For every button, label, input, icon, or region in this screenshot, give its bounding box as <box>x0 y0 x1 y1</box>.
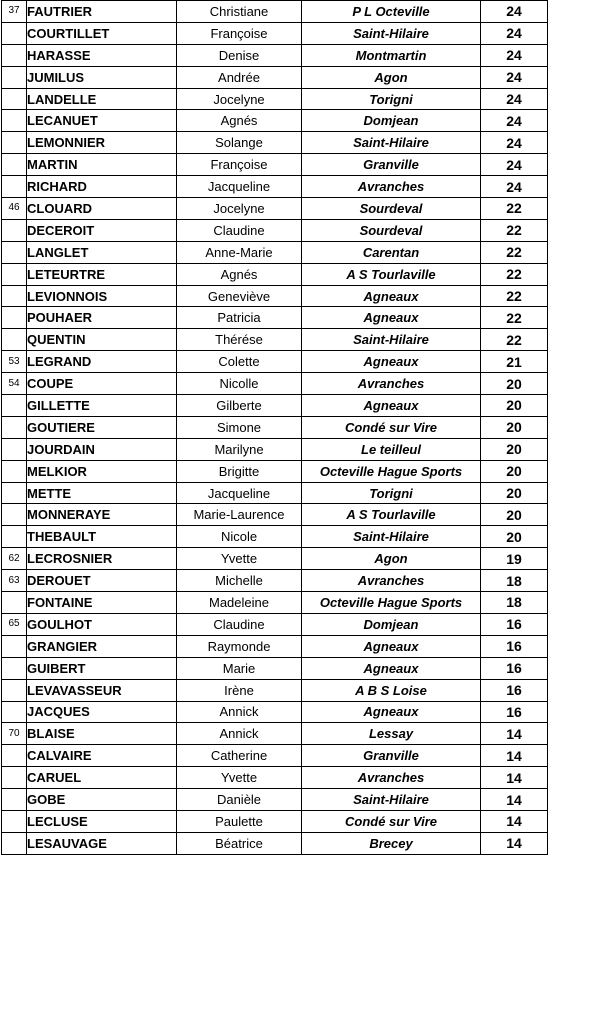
table-row <box>2 526 548 548</box>
last-name-cell: CARUEL <box>27 767 177 789</box>
points-cell: 24 <box>481 176 548 198</box>
rank-cell <box>2 307 27 329</box>
club-cell: Domjean <box>302 613 481 635</box>
table-row <box>2 219 548 241</box>
last-name-cell: THEBAULT <box>27 526 177 548</box>
first-name-cell: Claudine <box>177 613 302 635</box>
last-name-cell: HARASSE <box>27 44 177 66</box>
first-name-cell: Jacqueline <box>177 176 302 198</box>
first-name-cell: Catherine <box>177 745 302 767</box>
points-cell: 14 <box>481 745 548 767</box>
first-name-cell: Yvette <box>177 767 302 789</box>
club-cell: Agneaux <box>302 701 481 723</box>
table-row <box>2 44 548 66</box>
table-row <box>2 154 548 176</box>
club-cell: Torigni <box>302 482 481 504</box>
points-cell: 16 <box>481 657 548 679</box>
first-name-cell: Paulette <box>177 810 302 832</box>
rank-cell <box>2 132 27 154</box>
last-name-cell: GOULHOT <box>27 613 177 635</box>
points-cell: 24 <box>481 132 548 154</box>
first-name-cell: Andrée <box>177 66 302 88</box>
club-cell: Granville <box>302 745 481 767</box>
points-cell: 22 <box>481 329 548 351</box>
last-name-cell: LECANUET <box>27 110 177 132</box>
table-row <box>2 198 548 220</box>
points-cell: 16 <box>481 635 548 657</box>
table-row <box>2 351 548 373</box>
points-cell: 20 <box>481 526 548 548</box>
last-name-cell: LEGRAND <box>27 351 177 373</box>
last-name-cell: GOUTIERE <box>27 416 177 438</box>
first-name-cell: Thérése <box>177 329 302 351</box>
table-row <box>2 701 548 723</box>
last-name-cell: FAUTRIER <box>27 1 177 23</box>
last-name-cell: MARTIN <box>27 154 177 176</box>
rank-cell <box>2 263 27 285</box>
club-cell: Granville <box>302 154 481 176</box>
club-cell: Agneaux <box>302 657 481 679</box>
table-row <box>2 810 548 832</box>
first-name-cell: Patricia <box>177 307 302 329</box>
club-cell: Avranches <box>302 373 481 395</box>
rank-cell <box>2 176 27 198</box>
points-cell: 24 <box>481 22 548 44</box>
rank-cell <box>2 154 27 176</box>
club-cell: Agon <box>302 548 481 570</box>
last-name-cell: LECROSNIER <box>27 548 177 570</box>
last-name-cell: RICHARD <box>27 176 177 198</box>
rank-cell: 53 <box>2 351 27 373</box>
table-row <box>2 460 548 482</box>
table-row <box>2 66 548 88</box>
first-name-cell: Agnés <box>177 263 302 285</box>
rank-cell <box>2 657 27 679</box>
first-name-cell: Denise <box>177 44 302 66</box>
club-cell: P L Octeville <box>302 1 481 23</box>
rank-cell <box>2 88 27 110</box>
points-cell: 21 <box>481 351 548 373</box>
rank-cell <box>2 679 27 701</box>
club-cell: Agneaux <box>302 351 481 373</box>
club-cell: Montmartin <box>302 44 481 66</box>
points-cell: 16 <box>481 613 548 635</box>
table-row <box>2 176 548 198</box>
table-row <box>2 373 548 395</box>
club-cell: Condé sur Vire <box>302 810 481 832</box>
points-cell: 24 <box>481 110 548 132</box>
points-cell: 20 <box>481 416 548 438</box>
table-row <box>2 263 548 285</box>
points-cell: 20 <box>481 395 548 417</box>
rank-cell <box>2 745 27 767</box>
rank-cell <box>2 810 27 832</box>
club-cell: Le teilleul <box>302 438 481 460</box>
first-name-cell: Agnés <box>177 110 302 132</box>
club-cell: Saint-Hilaire <box>302 22 481 44</box>
rank-cell: 70 <box>2 723 27 745</box>
last-name-cell: QUENTIN <box>27 329 177 351</box>
points-cell: 20 <box>481 460 548 482</box>
first-name-cell: Marie <box>177 657 302 679</box>
rank-cell <box>2 460 27 482</box>
points-cell: 18 <box>481 592 548 614</box>
last-name-cell: LEMONNIER <box>27 132 177 154</box>
table-row <box>2 592 548 614</box>
rank-cell <box>2 526 27 548</box>
first-name-cell: Nicole <box>177 526 302 548</box>
table-row <box>2 657 548 679</box>
table-row <box>2 285 548 307</box>
rank-cell <box>2 285 27 307</box>
points-cell: 16 <box>481 679 548 701</box>
table-row <box>2 789 548 811</box>
club-cell: Saint-Hilaire <box>302 526 481 548</box>
rank-cell <box>2 416 27 438</box>
rank-cell <box>2 438 27 460</box>
first-name-cell: Béatrice <box>177 832 302 854</box>
table-row <box>2 635 548 657</box>
first-name-cell: Geneviève <box>177 285 302 307</box>
rank-cell: 46 <box>2 198 27 220</box>
points-cell: 24 <box>481 66 548 88</box>
last-name-cell: METTE <box>27 482 177 504</box>
table-row <box>2 329 548 351</box>
table-row <box>2 745 548 767</box>
club-cell: Agneaux <box>302 635 481 657</box>
table-row <box>2 307 548 329</box>
points-cell: 20 <box>481 482 548 504</box>
club-cell: Sourdeval <box>302 198 481 220</box>
last-name-cell: LEVAVASSEUR <box>27 679 177 701</box>
table-row <box>2 832 548 854</box>
table-row <box>2 132 548 154</box>
first-name-cell: Danièle <box>177 789 302 811</box>
last-name-cell: LETEURTRE <box>27 263 177 285</box>
first-name-cell: Michelle <box>177 570 302 592</box>
points-cell: 18 <box>481 570 548 592</box>
first-name-cell: Nicolle <box>177 373 302 395</box>
points-cell: 22 <box>481 307 548 329</box>
table-row <box>2 570 548 592</box>
last-name-cell: POUHAER <box>27 307 177 329</box>
last-name-cell: LANDELLE <box>27 88 177 110</box>
first-name-cell: Marie-Laurence <box>177 504 302 526</box>
first-name-cell: Irène <box>177 679 302 701</box>
table-row <box>2 241 548 263</box>
table-row <box>2 110 548 132</box>
club-cell: Carentan <box>302 241 481 263</box>
table-row <box>2 613 548 635</box>
points-cell: 24 <box>481 1 548 23</box>
points-cell: 14 <box>481 832 548 854</box>
rank-cell: 62 <box>2 548 27 570</box>
points-cell: 16 <box>481 701 548 723</box>
rank-cell <box>2 767 27 789</box>
rank-cell <box>2 789 27 811</box>
last-name-cell: MELKIOR <box>27 460 177 482</box>
last-name-cell: COUPE <box>27 373 177 395</box>
last-name-cell: MONNERAYE <box>27 504 177 526</box>
last-name-cell: LECLUSE <box>27 810 177 832</box>
table-row <box>2 395 548 417</box>
rank-cell <box>2 592 27 614</box>
points-cell: 14 <box>481 767 548 789</box>
last-name-cell: JACQUES <box>27 701 177 723</box>
rank-cell <box>2 395 27 417</box>
last-name-cell: JOURDAIN <box>27 438 177 460</box>
club-cell: Agneaux <box>302 285 481 307</box>
club-cell: Saint-Hilaire <box>302 789 481 811</box>
table-row <box>2 504 548 526</box>
first-name-cell: Annick <box>177 701 302 723</box>
last-name-cell: LEVIONNOIS <box>27 285 177 307</box>
points-cell: 24 <box>481 88 548 110</box>
points-cell: 22 <box>481 263 548 285</box>
club-cell: A S Tourlaville <box>302 263 481 285</box>
last-name-cell: GUIBERT <box>27 657 177 679</box>
last-name-cell: LESAUVAGE <box>27 832 177 854</box>
first-name-cell: Claudine <box>177 219 302 241</box>
first-name-cell: Anne-Marie <box>177 241 302 263</box>
first-name-cell: Brigitte <box>177 460 302 482</box>
last-name-cell: GRANGIER <box>27 635 177 657</box>
rank-cell <box>2 110 27 132</box>
points-cell: 24 <box>481 44 548 66</box>
rank-cell <box>2 219 27 241</box>
first-name-cell: Jocelyne <box>177 198 302 220</box>
points-cell: 22 <box>481 198 548 220</box>
last-name-cell: DECEROIT <box>27 219 177 241</box>
first-name-cell: Raymonde <box>177 635 302 657</box>
first-name-cell: Simone <box>177 416 302 438</box>
table-row <box>2 679 548 701</box>
club-cell: Octeville Hague Sports <box>302 592 481 614</box>
points-cell: 14 <box>481 810 548 832</box>
club-cell: Torigni <box>302 88 481 110</box>
last-name-cell: COURTILLET <box>27 22 177 44</box>
rank-cell <box>2 241 27 263</box>
rank-cell: 65 <box>2 613 27 635</box>
last-name-cell: BLAISE <box>27 723 177 745</box>
club-cell: Avranches <box>302 767 481 789</box>
club-cell: Saint-Hilaire <box>302 132 481 154</box>
club-cell: Agneaux <box>302 395 481 417</box>
club-cell: A S Tourlaville <box>302 504 481 526</box>
points-cell: 22 <box>481 285 548 307</box>
points-cell: 20 <box>481 438 548 460</box>
table-row <box>2 88 548 110</box>
table-row <box>2 416 548 438</box>
club-cell: Avranches <box>302 176 481 198</box>
last-name-cell: LANGLET <box>27 241 177 263</box>
last-name-cell: GILLETTE <box>27 395 177 417</box>
last-name-cell: CLOUARD <box>27 198 177 220</box>
results-table <box>1 0 548 855</box>
last-name-cell: GOBE <box>27 789 177 811</box>
club-cell: Saint-Hilaire <box>302 329 481 351</box>
last-name-cell: JUMILUS <box>27 66 177 88</box>
points-cell: 14 <box>481 789 548 811</box>
first-name-cell: Madeleine <box>177 592 302 614</box>
club-cell: A B S Loise <box>302 679 481 701</box>
points-cell: 14 <box>481 723 548 745</box>
points-cell: 22 <box>481 241 548 263</box>
club-cell: Sourdeval <box>302 219 481 241</box>
club-cell: Avranches <box>302 570 481 592</box>
club-cell: Agon <box>302 66 481 88</box>
table-row <box>2 767 548 789</box>
table-row <box>2 482 548 504</box>
club-cell: Lessay <box>302 723 481 745</box>
club-cell: Agneaux <box>302 307 481 329</box>
first-name-cell: Gilberte <box>177 395 302 417</box>
first-name-cell: Jacqueline <box>177 482 302 504</box>
results-table-body <box>2 1 548 855</box>
first-name-cell: Christiane <box>177 1 302 23</box>
rank-cell <box>2 44 27 66</box>
rank-cell: 63 <box>2 570 27 592</box>
rank-cell <box>2 701 27 723</box>
first-name-cell: Colette <box>177 351 302 373</box>
rank-cell <box>2 329 27 351</box>
rank-cell <box>2 22 27 44</box>
points-cell: 20 <box>481 504 548 526</box>
table-row <box>2 22 548 44</box>
club-cell: Brecey <box>302 832 481 854</box>
rank-cell <box>2 504 27 526</box>
rank-cell <box>2 66 27 88</box>
club-cell: Condé sur Vire <box>302 416 481 438</box>
last-name-cell: FONTAINE <box>27 592 177 614</box>
points-cell: 22 <box>481 219 548 241</box>
first-name-cell: Yvette <box>177 548 302 570</box>
table-row <box>2 438 548 460</box>
points-cell: 24 <box>481 154 548 176</box>
club-cell: Octeville Hague Sports <box>302 460 481 482</box>
table-row <box>2 548 548 570</box>
table-row <box>2 1 548 23</box>
rank-cell: 37 <box>2 1 27 23</box>
first-name-cell: Marilyne <box>177 438 302 460</box>
rank-cell <box>2 482 27 504</box>
first-name-cell: Annick <box>177 723 302 745</box>
club-cell: Domjean <box>302 110 481 132</box>
first-name-cell: Françoise <box>177 154 302 176</box>
table-row <box>2 723 548 745</box>
first-name-cell: Jocelyne <box>177 88 302 110</box>
rank-cell: 54 <box>2 373 27 395</box>
rank-cell <box>2 635 27 657</box>
points-cell: 20 <box>481 373 548 395</box>
last-name-cell: CALVAIRE <box>27 745 177 767</box>
rank-cell <box>2 832 27 854</box>
last-name-cell: DEROUET <box>27 570 177 592</box>
points-cell: 19 <box>481 548 548 570</box>
first-name-cell: Solange <box>177 132 302 154</box>
first-name-cell: Françoise <box>177 22 302 44</box>
